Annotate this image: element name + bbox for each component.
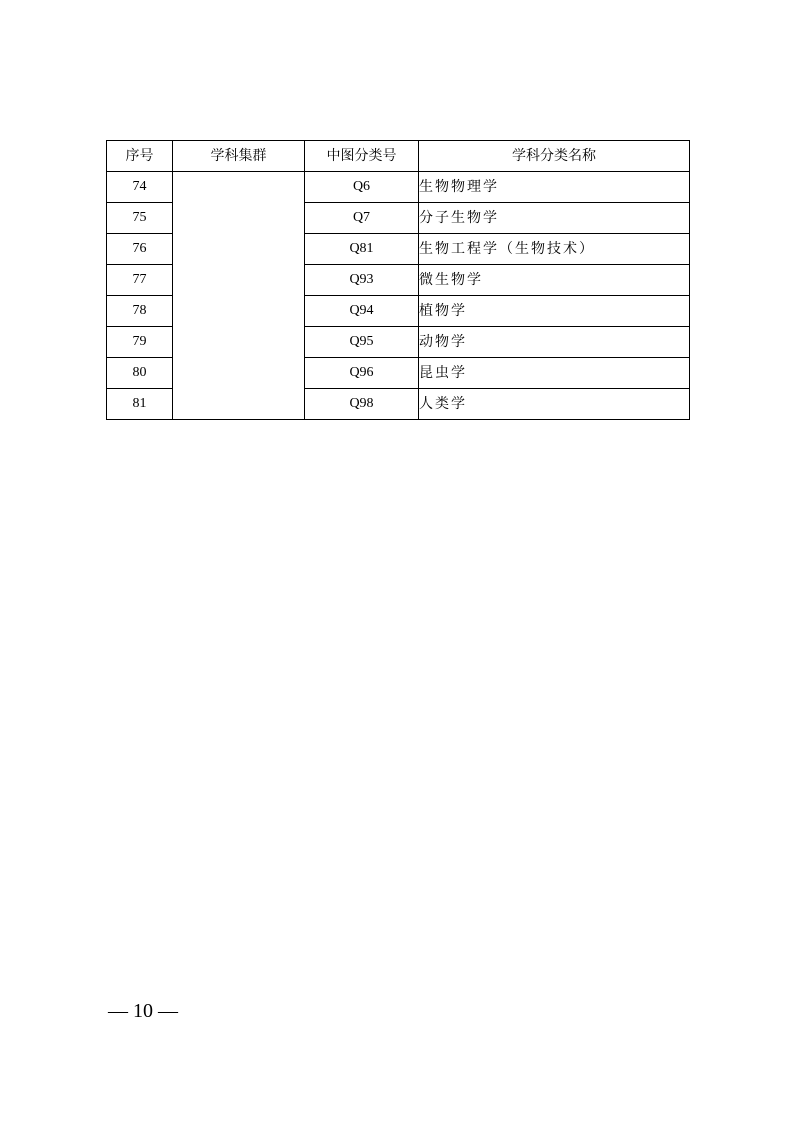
table-row (107, 172, 690, 203)
row-name: 昆虫学 (419, 358, 690, 389)
row-index: 75 (107, 203, 173, 234)
row-index: 79 (107, 327, 173, 358)
row-code: Q95 (305, 327, 419, 358)
row-name: 微生物学 (419, 265, 690, 296)
row-name: 生物工程学（生物技术） (419, 234, 690, 265)
group-cell (173, 172, 305, 420)
row-code: Q98 (305, 389, 419, 420)
row-index: 78 (107, 296, 173, 327)
row-code: Q81 (305, 234, 419, 265)
row-index: 80 (107, 358, 173, 389)
row-code: Q6 (305, 172, 419, 203)
row-index: 74 (107, 172, 173, 203)
page-number: — 10 — (108, 1000, 178, 1022)
row-code: Q96 (305, 358, 419, 389)
row-code: Q93 (305, 265, 419, 296)
discipline-table (106, 140, 690, 420)
row-name: 人类学 (419, 389, 690, 420)
row-name: 动物学 (419, 327, 690, 358)
row-code: Q94 (305, 296, 419, 327)
header-index: 序号 (107, 141, 173, 172)
row-name: 分子生物学 (419, 203, 690, 234)
row-name: 生物物理学 (419, 172, 690, 203)
row-code: Q7 (305, 203, 419, 234)
header-group: 学科集群 (173, 141, 305, 172)
header-code: 中图分类号 (305, 141, 419, 172)
row-index: 81 (107, 389, 173, 420)
row-name: 植物学 (419, 296, 690, 327)
row-index: 76 (107, 234, 173, 265)
row-index: 77 (107, 265, 173, 296)
header-name: 学科分类名称 (419, 141, 690, 172)
table-header-row (107, 141, 690, 172)
